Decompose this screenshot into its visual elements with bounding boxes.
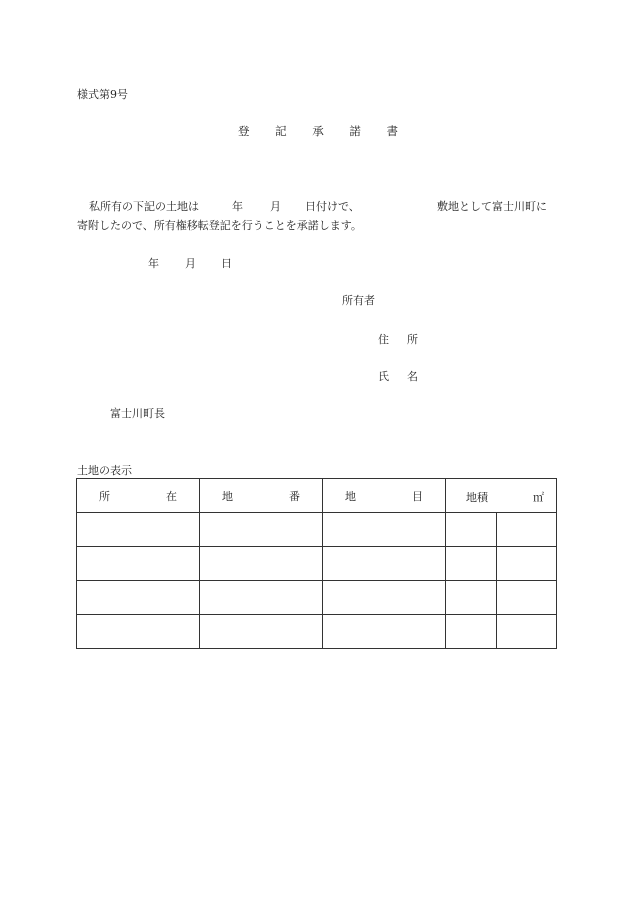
- header-location: 所 在: [77, 479, 200, 513]
- table-row: [77, 547, 557, 581]
- cell-lot-number[interactable]: [200, 581, 323, 615]
- cell-area-dec[interactable]: [497, 615, 557, 649]
- cell-area-dec[interactable]: [497, 581, 557, 615]
- land-table-label: 土地の表示: [77, 464, 132, 477]
- cell-area-int[interactable]: [446, 513, 497, 547]
- table-row: [77, 513, 557, 547]
- title-char: 承: [312, 124, 324, 138]
- cell-lot-number[interactable]: [200, 547, 323, 581]
- name-char: 名: [407, 370, 418, 383]
- cell-location[interactable]: [77, 581, 200, 615]
- cell-area-dec[interactable]: [497, 513, 557, 547]
- cell-area-dec[interactable]: [497, 547, 557, 581]
- name-char: 氏: [378, 370, 389, 383]
- header-lot-number: 地 番: [200, 479, 323, 513]
- body-day: 日付けで、: [305, 200, 360, 213]
- body-text-a: 私所有の下記の土地は: [89, 200, 199, 213]
- date-day: 日: [221, 257, 232, 270]
- cell-area-int[interactable]: [446, 547, 497, 581]
- table-row: [77, 581, 557, 615]
- date-year: 年: [148, 257, 159, 270]
- owner-address-label: [378, 331, 418, 347]
- date-month: 月: [185, 257, 196, 270]
- area-unit: ㎡: [533, 491, 544, 504]
- title-char: 書: [386, 124, 398, 138]
- table-row: [77, 615, 557, 649]
- cell-area-int[interactable]: [446, 615, 497, 649]
- cell-land-category[interactable]: [323, 547, 446, 581]
- address-char: 所: [407, 333, 418, 346]
- body-text-b: 敷地として富士川町に: [437, 200, 547, 213]
- header-area: 地積 ㎡: [446, 479, 557, 513]
- cell-location[interactable]: [77, 513, 200, 547]
- addressee: 富士川町長: [110, 407, 165, 420]
- land-table: [76, 478, 557, 649]
- header-land-category: 地 目: [323, 479, 446, 513]
- cell-land-category[interactable]: [323, 615, 446, 649]
- form-number: 様式第9号: [77, 88, 128, 101]
- owner-label: 所有者: [342, 294, 375, 307]
- cell-lot-number[interactable]: [200, 615, 323, 649]
- cell-land-category[interactable]: [323, 513, 446, 547]
- cell-land-category[interactable]: [323, 581, 446, 615]
- title-char: 記: [275, 124, 287, 138]
- owner-name-label: [378, 368, 418, 384]
- cell-lot-number[interactable]: [200, 513, 323, 547]
- body-year: 年: [232, 200, 243, 213]
- title-char: 諾: [349, 124, 361, 138]
- body-month: 月: [270, 200, 281, 213]
- address-char: 住: [378, 333, 389, 346]
- title-char: 登: [238, 124, 250, 138]
- cell-area-int[interactable]: [446, 581, 497, 615]
- body-line-2: 寄附したので、所有権移転登記を行うことを承諾します。: [77, 219, 362, 232]
- cell-location[interactable]: [77, 547, 200, 581]
- document-title: [238, 123, 398, 139]
- cell-location[interactable]: [77, 615, 200, 649]
- table-header-row: [77, 479, 557, 513]
